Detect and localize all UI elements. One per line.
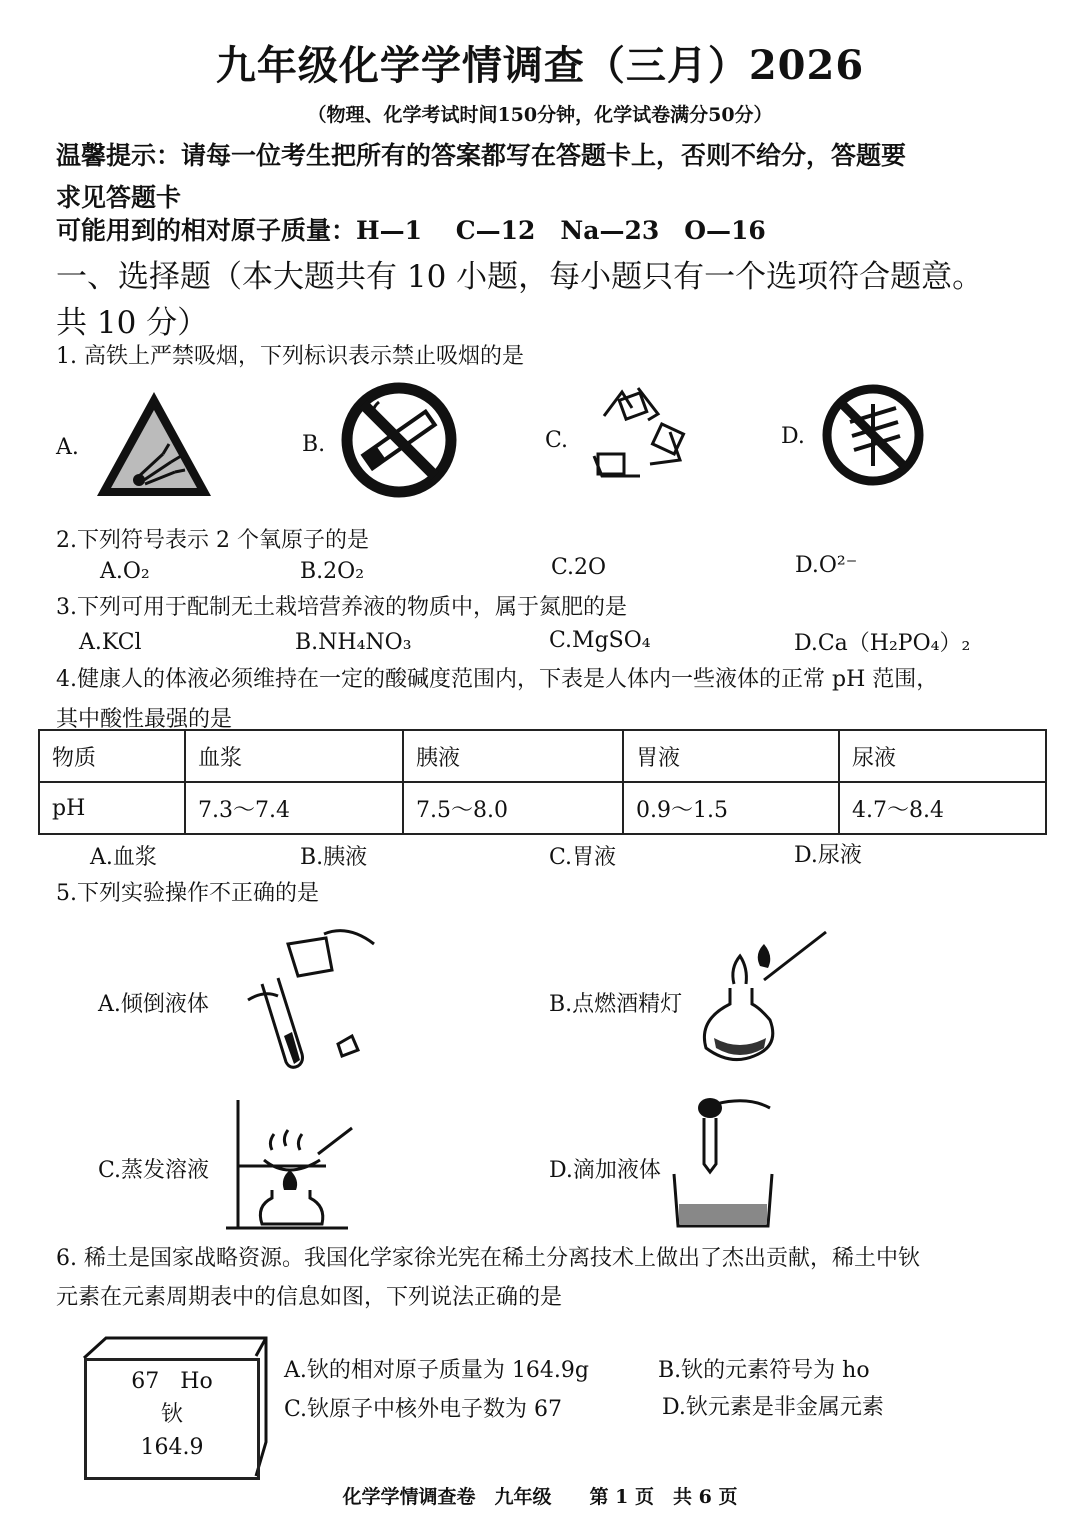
- table-cell: 胰液: [403, 730, 623, 782]
- q5-option-c: C.蒸发溶液: [98, 1158, 210, 1183]
- q1-option-a-label: A.: [56, 435, 79, 460]
- q4-option-b: B.胰液: [300, 845, 368, 870]
- table-cell: 物质: [39, 730, 185, 782]
- table-cell: 7.3～7.4: [185, 782, 403, 834]
- question-1-stem: 1. 高铁上严禁吸烟，下列标识表示禁止吸烟的是: [56, 344, 524, 369]
- table-cell: 胃液: [623, 730, 839, 782]
- no-fireworks-sign: [820, 382, 926, 488]
- q6-option-d: D.钬元素是非金属元素: [662, 1395, 884, 1420]
- q1-option-d-label: D.: [781, 424, 805, 449]
- element-symbol: Ho: [180, 1369, 213, 1394]
- atomic-mass-line: 可能用到的相对原子质量：H—1 C—12 Na—23 O—16: [56, 216, 766, 245]
- tip-line-1: 温馨提示：请每一位考生把所有的答案都写在答题卡上，否则不给分，答题要: [56, 141, 907, 170]
- table-cell: 4.7～8.4: [839, 782, 1046, 834]
- q3-option-c: C.MgSO₄: [549, 628, 651, 653]
- q1-option-c-label: C.: [545, 428, 569, 453]
- table-row: [39, 730, 1046, 782]
- q1-option-b-label: B.: [302, 432, 326, 457]
- q4-option-c: C.胃液: [549, 845, 617, 870]
- q6-option-b: B.钬的元素符号为 ho: [658, 1358, 870, 1383]
- alcohol-lamp-lighting-illustration: [690, 928, 830, 1068]
- table-cell: 尿液: [839, 730, 1046, 782]
- pouring-liquid-illustration: [228, 924, 378, 1074]
- question-4-stem-line-1: 4.健康人的体液必须维持在一定的酸碱度范围内，下表是人体内一些液体的正常 pH 范围，: [56, 667, 939, 692]
- q4-option-a: A.血浆: [90, 845, 157, 870]
- q2-option-d: D.O²⁻: [795, 553, 858, 578]
- exam-time-note: （物理、化学考试时间150分钟，化学试卷满分50分）: [307, 104, 773, 126]
- ph-table: [38, 729, 1047, 835]
- q4-option-d: D.尿液: [794, 843, 862, 868]
- table-cell: 0.9～1.5: [623, 782, 839, 834]
- q6-option-c: C.钬原子中核外电子数为 67: [284, 1397, 563, 1422]
- page-title: 九年级化学学情调查（三月）2026: [215, 42, 865, 89]
- element-name: 钬: [160, 1402, 183, 1427]
- page-footer: 化学学情调查卷 九年级 第 1 页 共 6 页: [342, 1486, 738, 1508]
- question-6-stem-line-1: 6. 稀土是国家战略资源。我国化学家徐光宪在稀土分离技术上做出了杰出贡献，稀土中钬: [56, 1246, 920, 1271]
- q2-option-b: B.2O₂: [300, 559, 365, 584]
- question-2-stem: 2.下列符号表示 2 个氧原子的是: [56, 528, 369, 553]
- question-6-stem-line-2: 元素在元素周期表中的信息如图，下列说法正确的是: [56, 1285, 563, 1310]
- q5-option-a: A.倾倒液体: [98, 992, 209, 1017]
- tip-line-2: 求见答题卡: [56, 183, 182, 212]
- atomic-mass: 164.9: [140, 1435, 204, 1460]
- table-cell: pH: [39, 782, 185, 834]
- q3-option-a: A.KCl: [79, 630, 142, 655]
- no-smoking-sign: [339, 380, 459, 500]
- q5-option-b: B.点燃酒精灯: [549, 992, 683, 1017]
- atomic-number: 67: [131, 1369, 160, 1394]
- adding-drops-illustration: [664, 1092, 784, 1232]
- section-heading-line-2: 共 10 分）: [56, 305, 209, 341]
- question-4-stem-line-2: 其中酸性最强的是: [56, 707, 233, 732]
- recycling-sign: [580, 380, 692, 490]
- table-cell: 7.5～8.0: [403, 782, 623, 834]
- q5-option-d: D.滴加液体: [549, 1158, 661, 1183]
- q6-option-a: A.钬的相对原子质量为 164.9g: [284, 1358, 589, 1383]
- table-row: [39, 782, 1046, 834]
- q2-option-a: A.O₂: [100, 559, 150, 584]
- evaporating-solution-illustration: [222, 1094, 362, 1232]
- question-5-stem: 5.下列实验操作不正确的是: [56, 881, 319, 906]
- q3-option-b: B.NH₄NO₃: [295, 630, 412, 655]
- section-heading-line-1: 一、选择题（本大题共有 10 小题，每小题只有一个选项符合题意。: [56, 259, 984, 295]
- q3-option-d: D.Ca（H₂PO₄）₂: [794, 631, 971, 656]
- table-cell: 血浆: [185, 730, 403, 782]
- question-3-stem: 3.下列可用于配制无土栽培营养液的物质中，属于氮肥的是: [56, 595, 627, 620]
- explosive-warning-sign: [93, 388, 215, 500]
- q2-option-c: C.2O: [551, 555, 607, 580]
- element-info-card: [84, 1358, 260, 1480]
